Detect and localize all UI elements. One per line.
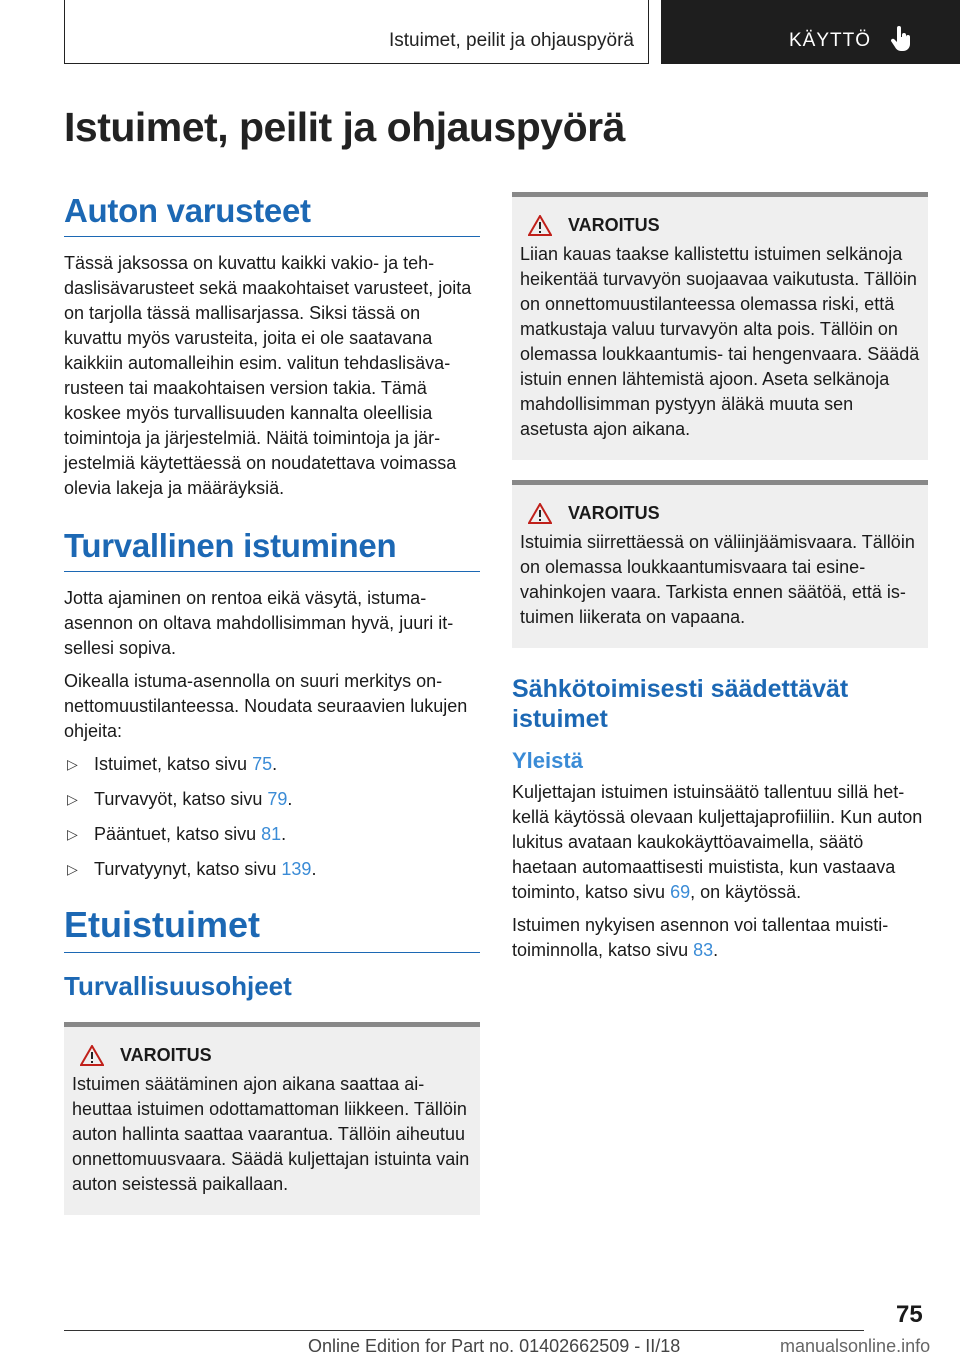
page-link[interactable]: 139 — [281, 859, 312, 879]
warning-box — [64, 1022, 480, 1215]
warning-box — [512, 480, 928, 648]
paragraph-safe-2: Oikealla istuma-asennolla on suuri merkitys onnettomuustilanteessa. Noudata seuraavien lukujen ohjeita: — [64, 671, 468, 741]
heading-safety-notes: Turvallisuusohjeet — [64, 971, 292, 1001]
header-section-box — [661, 0, 960, 64]
triangle-bullet-icon: ▷ — [67, 861, 78, 877]
page-link[interactable]: 79 — [267, 789, 288, 809]
page-title: Istuimet, peilit ja ohjauspyörä — [64, 104, 625, 150]
warning-text: Istuimia siirrettäessä on väliinjäämisvaara. Tällöin on olemassa loukkaantumisvaara tai esinevahinkojen vaara. Tarkista ennen säätöä, että istuimen liikerata on vapaana. — [520, 532, 915, 627]
warning-text: Liian kauas taakse kallistettu istuimen selkänoja heikentää turvavyön suojaavaa vaikutusta. Tällöin on onnettomuustilanteessa olemassa riski, että matkustaja valuu turvavyön alta pois. Tällöin on olemassa loukkaantumis- tai hengenvaara. Säädä istuin ennen lähtemistä ajoon. Aseta selkänoja mahdollisimman pystyyn äläkä muuta sen asetusta ajon aikana. — [520, 244, 920, 439]
header-chapter: Istuimet, peilit ja ohjauspyörä — [388, 30, 634, 51]
page-link[interactable]: 83 — [693, 940, 714, 960]
warning-triangle-icon — [80, 1045, 104, 1066]
list-item: ▷ Turvatyynyt, katso sivu 139. — [64, 857, 480, 882]
warning-label: VAROITUS — [568, 503, 660, 523]
list-item: ▷ Turvavyöt, katso sivu 79. — [64, 787, 480, 812]
footer-divider — [64, 1330, 864, 1331]
paragraph-equipment: Tässä jaksossa on kuvattu kaikki vakio- ja tehdaslisävarusteet sekä maakohtaiset varusteet, joita on tarjolla tässä mallisarjassa. Siksi tässä on kuvattu myös varusteita, joita ei ole saatavana kaikkiin automalleihin esim. valitun tehdaslisävarusteen tai maakohtaisen version takia. Tämä koskee myös turvallisuuden kannalta oleellisia toimintoja ja järjestelmiä. Näitä toimintoja ja järjestelmiä käytettäessä on noudatettava voimassa olevia lakeja ja määräyksiä. — [64, 253, 472, 498]
warning-text: Istuimen säätäminen ajon aikana saattaa aiheuttaa istuimen odottamattoman liikkeen. Tällöin auton hallinta saattaa vaarantua. Tällöin aiheutuu onnettomuusvaara. Säädä kuljettajan istuinta vain auton seistessä paikallaan. — [72, 1074, 470, 1194]
warning-box — [512, 192, 928, 460]
page-link[interactable]: 75 — [252, 754, 273, 774]
page-link[interactable]: 69 — [670, 882, 691, 902]
footer-site: manualsonline.info — [780, 1336, 931, 1356]
page-link[interactable]: 81 — [261, 824, 282, 844]
triangle-bullet-icon: ▷ — [67, 756, 78, 772]
paragraph-general-1: Kuljettajan istuimen istuinsäätö tallentuu sillä hetkellä käytössä olevaan kuljettajaprofiiliin. Kun auton lukitus avataan kaukokäyttöavaimella, säätö haetaan automaattisesti muistista, kun vastaava toiminto, katso sivu 69, on käytössä. — [512, 782, 923, 902]
heading-safe-sitting: Turvallinen istuminen — [64, 527, 480, 572]
list-item: ▷ Pääntuet, katso sivu 81. — [64, 822, 480, 847]
footer-edition: Online Edition for Part no. 01402662509 - II/18 — [308, 1336, 681, 1356]
right-column — [512, 192, 928, 971]
list-item: ▷ Istuimet, katso sivu 75. — [64, 752, 480, 777]
left-column — [64, 192, 480, 1235]
warning-triangle-icon — [528, 215, 552, 236]
heading-electric-seats: Sähkötoimisesti säädettävät istuimet — [512, 675, 849, 733]
page-number: 75 — [896, 1301, 923, 1328]
header-section: KÄYTTÖ — [789, 30, 872, 51]
heading-equipment: Auton varusteet — [64, 192, 480, 237]
paragraph-general-2: Istuimen nykyisen asennon voi tallentaa muistitoiminnolla, katso sivu 83. — [512, 915, 889, 960]
triangle-bullet-icon: ▷ — [67, 791, 78, 807]
header-chapter-box — [64, 0, 649, 64]
hand-pointer-icon — [890, 26, 914, 52]
warning-label: VAROITUS — [120, 1045, 212, 1065]
heading-general: Yleistä — [512, 748, 583, 773]
paragraph-safe-1: Jotta ajaminen on rentoa eikä väsytä, istumaasennon on oltava mahdollisimman hyvä, juuri itsellesi sopiva. — [64, 588, 454, 658]
reference-list — [64, 752, 480, 882]
warning-label: VAROITUS — [568, 215, 660, 235]
triangle-bullet-icon: ▷ — [67, 826, 78, 842]
heading-front-seats: Etuistuimet — [64, 904, 480, 953]
warning-triangle-icon — [528, 503, 552, 524]
